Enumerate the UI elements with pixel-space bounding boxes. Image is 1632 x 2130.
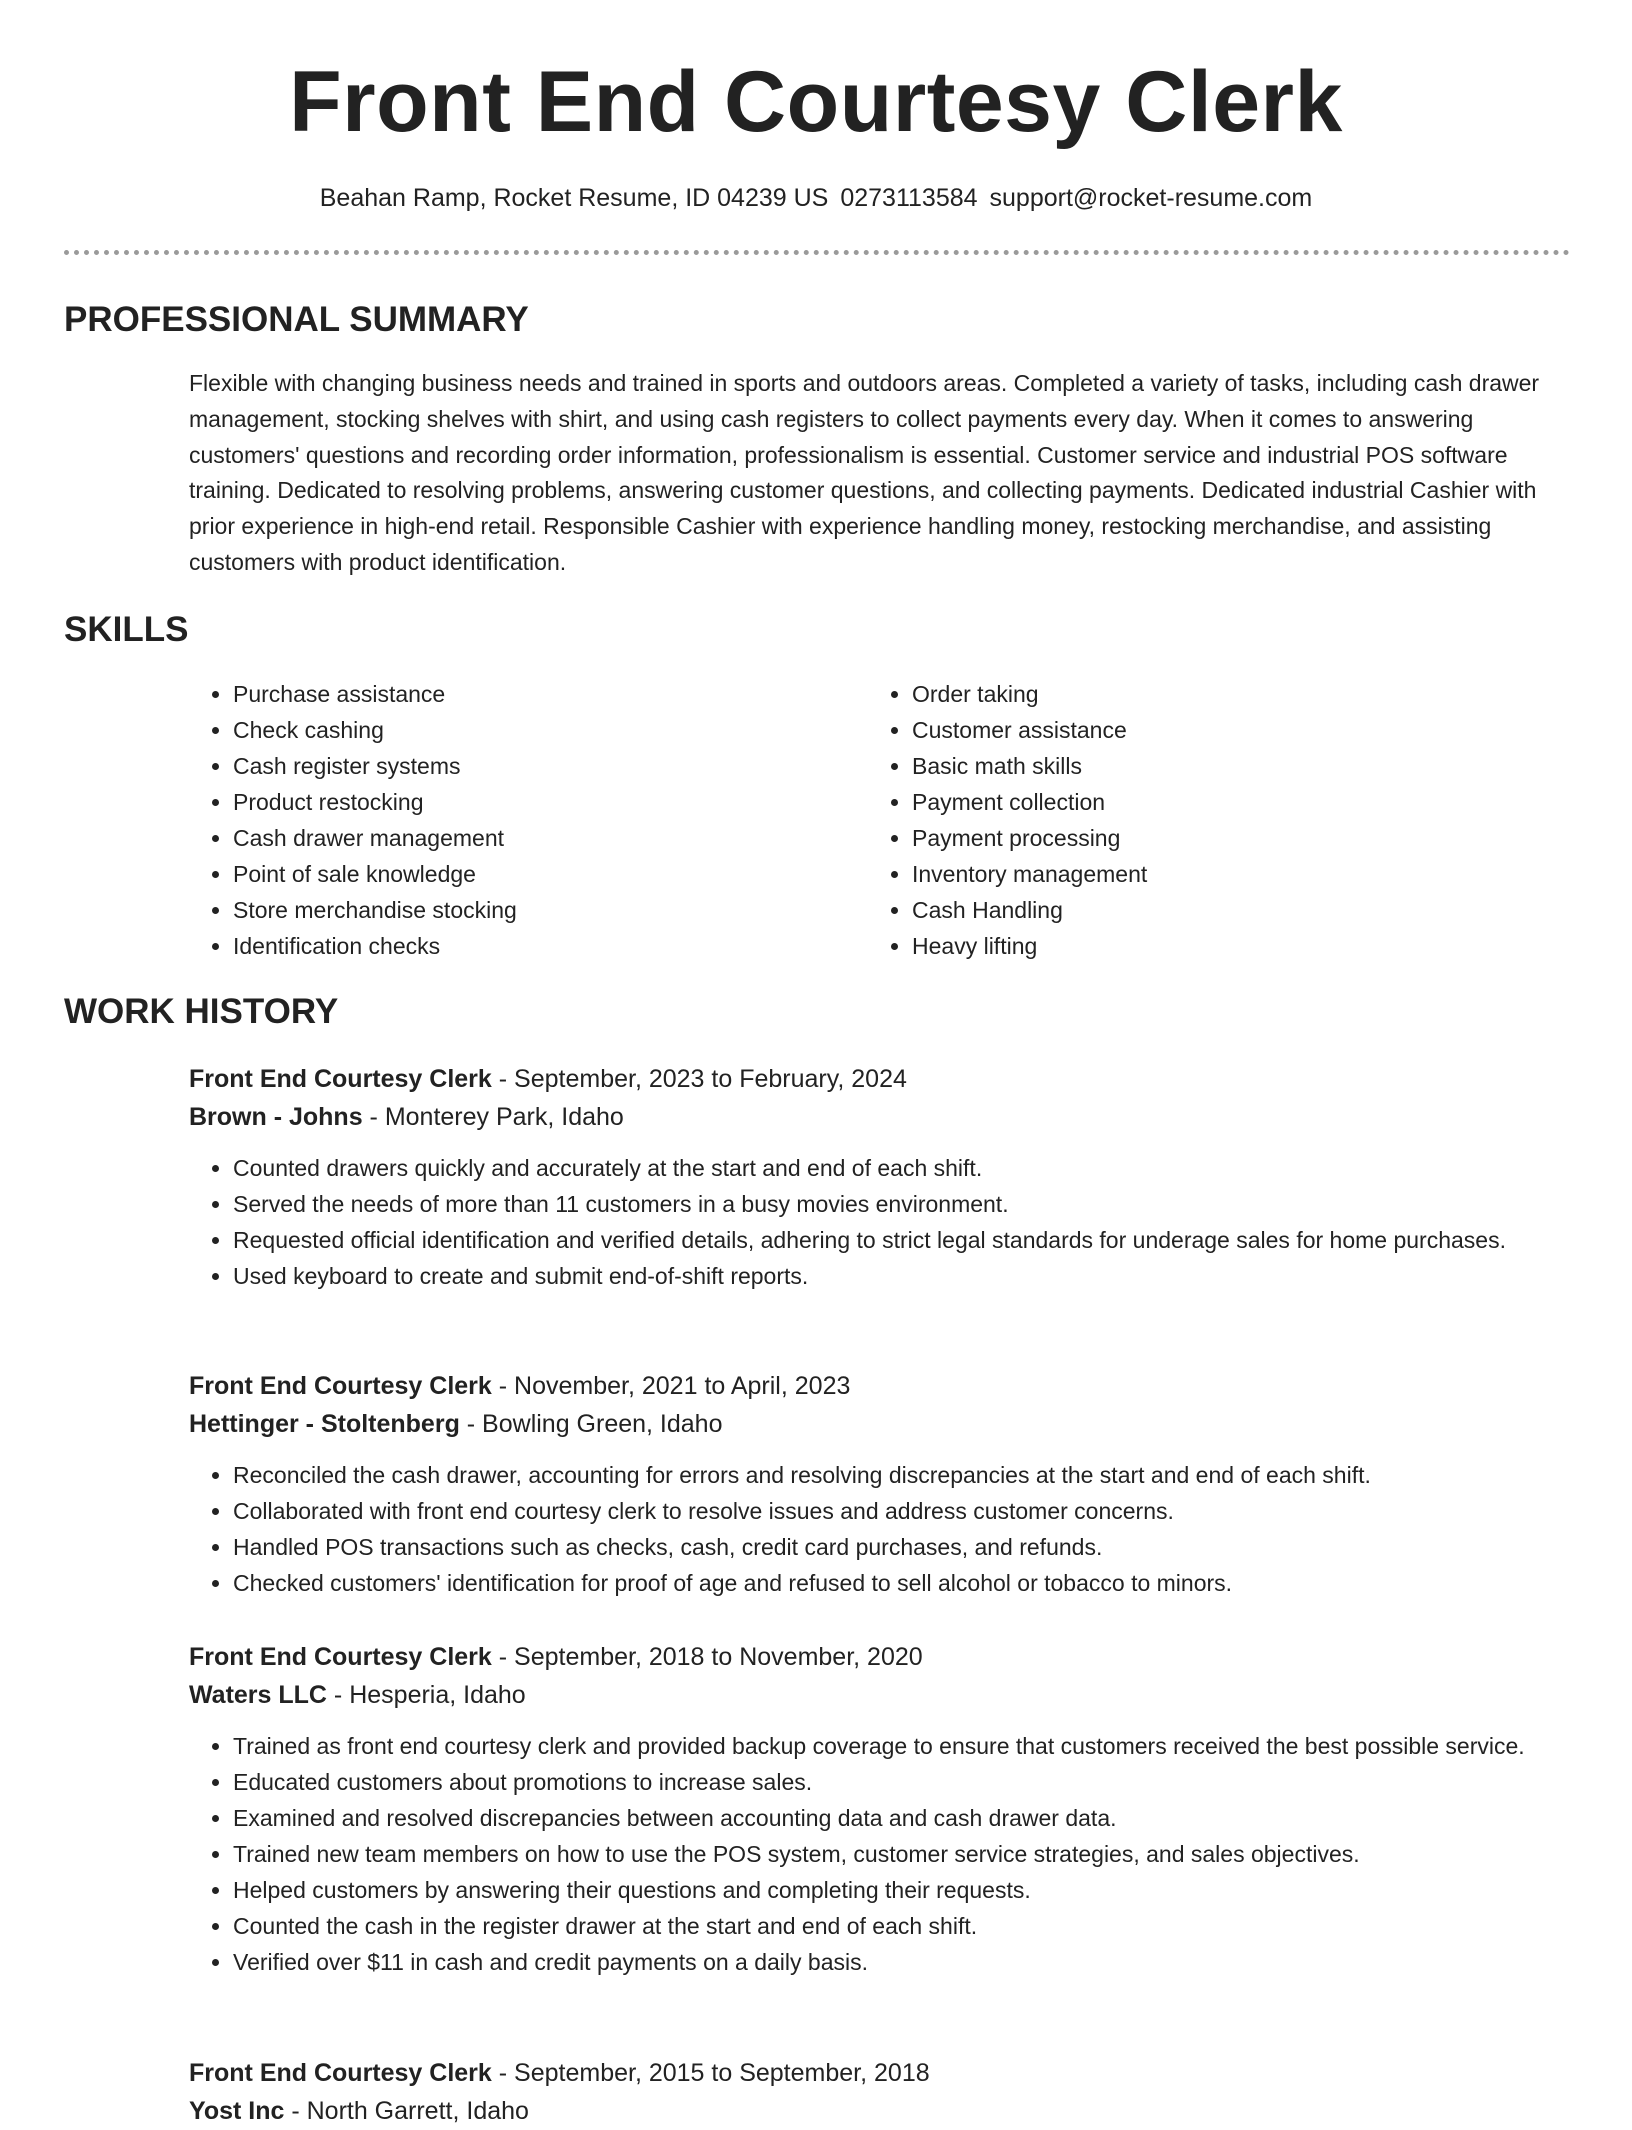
- skill-item: • Product restocking: [233, 784, 868, 820]
- job-bullet: • Helped customers by answering their questions and completing their requests.: [233, 1872, 1574, 1908]
- job-bullets: [189, 1728, 1574, 1980]
- skill-item: • Identification checks: [233, 928, 868, 964]
- job-dates: - November, 2021 to April, 2023: [491, 1372, 851, 1400]
- skill-item: • Payment processing: [912, 820, 1547, 856]
- job-location: - North Garrett, Idaho: [284, 2097, 529, 2125]
- job-title-line: [189, 1060, 1574, 1098]
- job-company: Waters LLC: [189, 1681, 327, 1709]
- job-bullet: • Verified over $11 in cash and credit payments on a daily basis.: [233, 1944, 1574, 1980]
- work-history-heading: WORK HISTORY: [64, 992, 339, 1031]
- contact-email: support@rocket-resume.com: [989, 184, 1313, 212]
- job-bullet: • Checked customers' identification for proof of age and refused to sell alcohol or tobacco to minors.: [233, 1565, 1574, 1601]
- summary-heading: PROFESSIONAL SUMMARY: [64, 300, 529, 339]
- job-company-line: [189, 1676, 1574, 1714]
- contact-phone: 0273113584: [840, 184, 978, 212]
- skills-heading: SKILLS: [64, 610, 189, 649]
- job-bullet: • Examined and resolved discrepancies between accounting data and cash drawer data.: [233, 1800, 1574, 1836]
- job-bullet: • Handled POS transactions such as checks, cash, credit card purchases, and refunds.: [233, 1529, 1574, 1565]
- skill-item: • Heavy lifting: [912, 928, 1547, 964]
- header-divider: [64, 250, 1570, 255]
- job-location: - Hesperia, Idaho: [326, 1681, 526, 1709]
- skill-item: • Check cashing: [233, 712, 868, 748]
- job-company-line: [189, 2092, 1574, 2130]
- job-dates: - September, 2015 to September, 2018: [491, 2059, 930, 2087]
- job-bullet: • Reconciled the cash drawer, accounting for errors and resolving discrepancies at the start and end of each shift.: [233, 1457, 1574, 1493]
- skill-item: • Cash register systems: [233, 748, 868, 784]
- job-location: - Monterey Park, Idaho: [362, 1103, 624, 1131]
- job-bullet: • Used keyboard to create and submit end-of-shift reports.: [233, 1258, 1574, 1294]
- job-role: Front End Courtesy Clerk: [189, 1065, 492, 1093]
- contact-line: [0, 180, 1632, 216]
- job-location: - Bowling Green, Idaho: [459, 1410, 723, 1438]
- job-bullet: • Trained new team members on how to use the POS system, customer service strategies, and sales objectives.: [233, 1836, 1574, 1872]
- skill-item: • Basic math skills: [912, 748, 1547, 784]
- job-bullets: [189, 1457, 1574, 1601]
- job-role: Front End Courtesy Clerk: [189, 2059, 492, 2087]
- job-bullet: • Counted drawers quickly and accurately at the start and end of each shift.: [233, 1150, 1574, 1186]
- job-title-line: [189, 1367, 1574, 1405]
- job-company-line: [189, 1098, 1574, 1136]
- skills-column-left: [189, 676, 868, 964]
- job-dates: - September, 2023 to February, 2024: [491, 1065, 907, 1093]
- job-company: Hettinger - Stoltenberg: [189, 1410, 460, 1438]
- job-bullets: [189, 1150, 1574, 1294]
- job-bullet: • Collaborated with front end courtesy clerk to resolve issues and address customer concerns.: [233, 1493, 1574, 1529]
- job-dates: - September, 2018 to November, 2020: [491, 1643, 923, 1671]
- skill-item: • Order taking: [912, 676, 1547, 712]
- skill-item: • Store merchandise stocking: [233, 892, 868, 928]
- job-company: Yost Inc: [189, 2097, 285, 2125]
- job-bullet: • Requested official identification and verified details, adhering to strict legal standards for underage sales for home purchases.: [233, 1222, 1574, 1258]
- job-entry: [189, 2054, 1574, 2130]
- skill-item: • Cash drawer management: [233, 820, 868, 856]
- job-title-line: [189, 2054, 1574, 2092]
- job-company-line: [189, 1405, 1574, 1443]
- contact-address: Beahan Ramp, Rocket Resume, ID 04239 US: [319, 184, 829, 212]
- candidate-name: Front End Courtesy Clerk: [289, 54, 1343, 150]
- job-entry: [189, 1638, 1574, 1980]
- job-bullet: • Counted the cash in the register drawer at the start and end of each shift.: [233, 1908, 1574, 1944]
- job-bullet: • Educated customers about promotions to increase sales.: [233, 1764, 1574, 1800]
- skill-item: • Customer assistance: [912, 712, 1547, 748]
- job-entry: [189, 1060, 1574, 1294]
- job-role: Front End Courtesy Clerk: [189, 1643, 492, 1671]
- job-bullet: • Served the needs of more than 11 customers in a busy movies environment.: [233, 1186, 1574, 1222]
- skill-item: • Payment collection: [912, 784, 1547, 820]
- job-title-line: [189, 1638, 1574, 1676]
- skill-item: • Inventory management: [912, 856, 1547, 892]
- job-entry: [189, 1367, 1574, 1601]
- job-company: Brown - Johns: [189, 1103, 363, 1131]
- skills-list: [189, 676, 1569, 964]
- job-bullet: • Trained as front end courtesy clerk and provided backup coverage to ensure that customers received the best possible service.: [233, 1728, 1574, 1764]
- skills-column-right: [868, 676, 1547, 964]
- skill-item: • Cash Handling: [912, 892, 1547, 928]
- job-role: Front End Courtesy Clerk: [189, 1372, 492, 1400]
- skill-item: • Point of sale knowledge: [233, 856, 868, 892]
- summary-text: Flexible with changing business needs and trained in sports and outdoors areas. Completed a variety of tasks, including cash drawer management, stocking shelves with shirt, and using cash registers to collect payments every day. When it comes to answering customers' questions and recording order information, professionalism is essential. Customer service and industrial POS software training. Dedicated to resolving problems, answering customer questions, and collecting payments. Dedicated industrial Cashier with prior experience in high-end retail. Responsible Cashier with experience handling money, restocking merchandise, and assisting customers with product identification.: [189, 370, 1540, 575]
- skill-item: • Purchase assistance: [233, 676, 868, 712]
